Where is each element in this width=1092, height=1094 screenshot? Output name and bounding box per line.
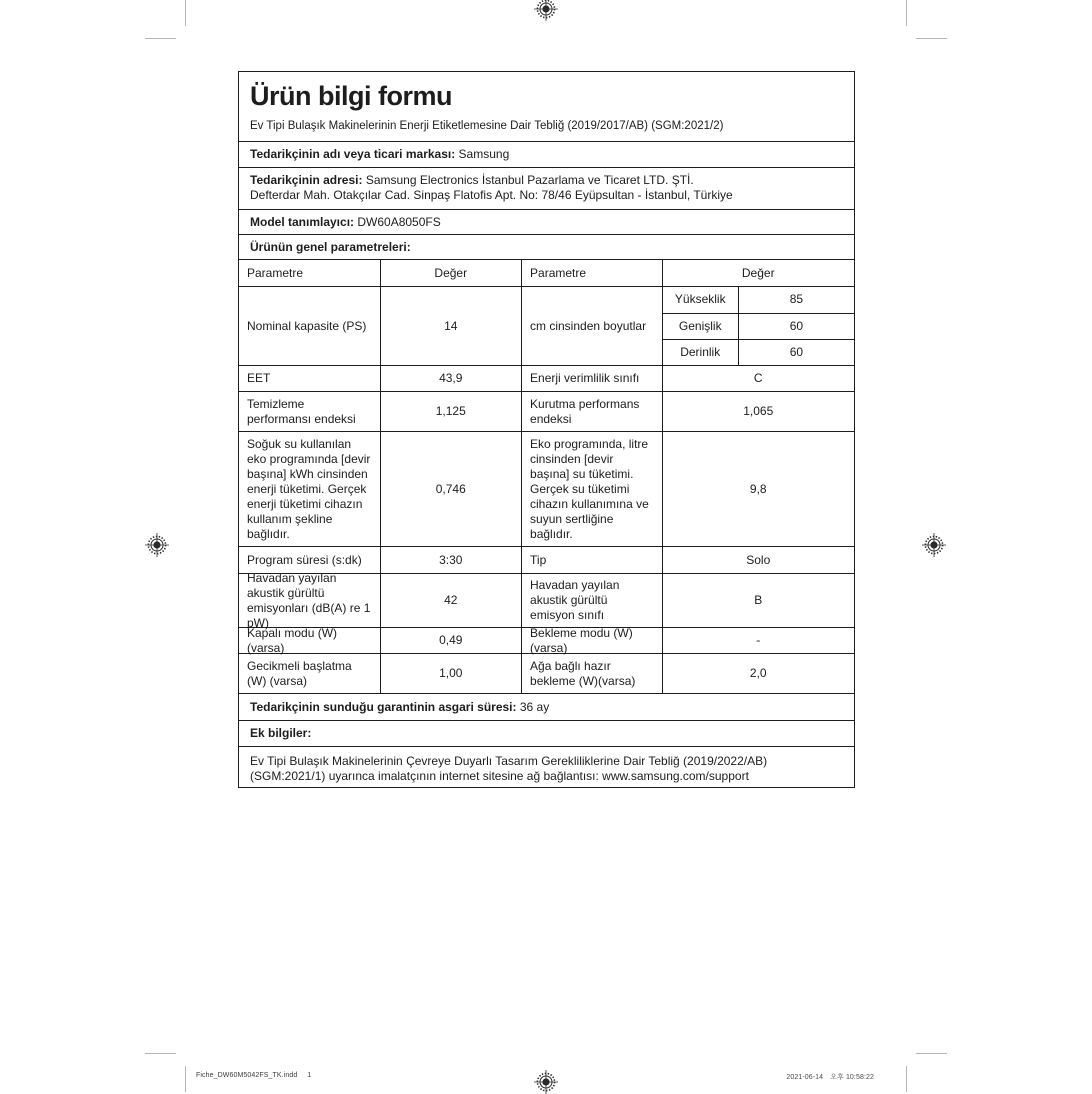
value-cell: 42: [380, 574, 522, 627]
dimension-value: 60: [738, 314, 854, 339]
table-row-off-mode: [239, 627, 854, 653]
slug-page-number: 1: [307, 1072, 312, 1079]
dimension-label: Genişlik: [678, 318, 722, 333]
extra-info-heading: Ek bilgiler:: [250, 726, 312, 740]
column-header-row: [239, 259, 854, 286]
extra-info-text-row: [239, 746, 854, 787]
warranty-row: [239, 693, 854, 720]
column-header-parametre-2: Parametre: [521, 260, 662, 286]
address-value: Samsung Electronics İstanbul Pazarlama ve Ticaret LTD. ŞTİ.: [362, 173, 694, 187]
table-row-noise: [239, 570, 854, 630]
param-cell: Havadan yayılan akustik gürültü emisyonları (dB(A) re 1 pW): [247, 570, 371, 630]
param-cell: cm cinsinden boyutlar: [521, 287, 662, 365]
dimension-label: Derinlik: [680, 344, 721, 359]
dimension-row-width: [663, 313, 854, 339]
param-cell: Program süresi (s:dk): [247, 552, 362, 567]
param-cell: Ağa bağlı hazır bekleme (W)(varsa): [521, 654, 662, 693]
dimension-row-depth: [663, 339, 854, 365]
table-row-cleaning-index: [239, 391, 854, 431]
supplier-value: Samsung: [455, 147, 510, 161]
crop-mark-top-right-vertical: [906, 0, 907, 26]
value-cell: B: [662, 574, 854, 627]
value-cell: 9,8: [662, 432, 854, 546]
column-header-parametre-1: Parametre: [247, 265, 304, 280]
value-cell: 0,49: [380, 628, 522, 653]
param-cell: Tip: [521, 547, 662, 573]
param-cell: Eko programında, litre cinsinden [devir başına] su tüketimi. Gerçek su tüketimi cihazın kullanımına ve suyun sertliğine bağlıdır.: [521, 432, 662, 546]
crop-mark-bottom-right-vertical: [906, 1066, 907, 1092]
param-cell: Gecikmeli başlatma (W) (varsa): [247, 658, 352, 688]
dimensions-cell: [662, 287, 854, 365]
crop-mark-top-right-horizontal: [916, 38, 947, 39]
value-cell: -: [662, 628, 854, 653]
column-header-deger-2: Değer: [662, 260, 854, 286]
column-header-deger-1: Değer: [380, 260, 522, 286]
dimension-value: 60: [738, 340, 854, 365]
registration-mark-right-icon: [922, 533, 946, 557]
param-cell: Enerji verimlilik sınıfı: [521, 366, 662, 391]
registration-mark-top-icon: [534, 0, 558, 21]
value-cell: 1,065: [662, 392, 854, 431]
value-cell: 1,125: [380, 392, 522, 431]
dimension-row-height: [663, 287, 854, 313]
param-cell: Soğuk su kullanılan eko programında [devir başına] kWh cinsinden enerji tüketimi. Gerçek enerji tüketimi cihazın kullanım şekline bağlıdır.: [247, 436, 371, 541]
print-slug-left: [196, 1072, 311, 1079]
table-row-delayed-start: [239, 653, 854, 693]
crop-mark-top-left-vertical: [185, 0, 186, 26]
crop-mark-top-left-horizontal: [145, 38, 176, 39]
value-cell: Solo: [662, 547, 854, 573]
dimension-value: 85: [738, 287, 854, 313]
crop-mark-bottom-left-vertical: [185, 1066, 186, 1092]
value-cell: 43,9: [380, 366, 522, 391]
slug-date: 2021-06-14: [786, 1074, 824, 1081]
value-cell: 1,00: [380, 654, 522, 693]
page-title: Ürün bilgi formu: [250, 81, 452, 111]
value-cell: C: [662, 366, 854, 391]
model-value: DW60A8050FS: [354, 214, 441, 229]
extra-info-text: Ev Tipi Bulaşık Makinelerinin Çevreye Duyarlı Tasarım Gerekliliklerine Dair Tebliğ (2019/2022/AB) (SGM:2021/1) uyarınca imalatçının internet sitesine ağ bağlantısı: www.samsung.com/support: [250, 754, 768, 783]
value-cell: 3:30: [380, 547, 522, 573]
param-cell: Havadan yayılan akustik gürültü emisyon sınıfı: [521, 574, 662, 627]
value-cell: 2,0: [662, 654, 854, 693]
warranty-value: 36 ay: [516, 699, 550, 714]
dimension-label: Yükseklik: [674, 292, 726, 307]
value-cell: 14: [380, 287, 522, 365]
param-cell: Kapalı modu (W) (varsa): [247, 625, 338, 655]
extra-info-heading-row: [239, 720, 854, 746]
general-parameters-heading-row: [239, 234, 854, 259]
value-cell: 0,746: [380, 432, 522, 546]
slug-filename: Fiche_DW60M5042FS_TK.indd: [196, 1072, 298, 1079]
product-fiche-table: [238, 71, 855, 788]
table-row-eet: [239, 365, 854, 391]
address-row: [239, 167, 854, 209]
address-line2: Defterdar Mah. Otakçılar Cad. Sinpaş Flatofis Apt. No: 78/46 Eyüpsultan - İstanbul, Türkiye: [250, 188, 733, 202]
table-row-program-duration: [239, 546, 854, 573]
supplier-label: Tedarikçinin adı veya ticari markası:: [250, 147, 456, 161]
general-parameters-heading: Ürünün genel parametreleri:: [250, 239, 411, 254]
supplier-row: [239, 141, 854, 167]
table-row-nominal-capacity: [239, 286, 854, 365]
model-label: Model tanımlayıcı:: [250, 214, 355, 229]
model-row: [239, 209, 854, 234]
warranty-label: Tedarikçinin sunduğu garantinin asgari süresi:: [250, 699, 517, 714]
param-cell: Temizleme performansı endeksi: [247, 396, 356, 426]
param-cell: Bekleme modu (W) (varsa): [521, 628, 662, 653]
param-cell: Kurutma performans endeksi: [521, 392, 662, 431]
print-slug-right: [786, 1072, 874, 1082]
registration-mark-bottom-icon: [534, 1070, 558, 1094]
slug-time: 오후 10:58:22: [830, 1074, 874, 1081]
table-row-eco-consumption: [239, 431, 854, 546]
param-cell: EET: [247, 371, 271, 385]
param-cell: Nominal kapasite (PS): [247, 318, 367, 333]
crop-mark-bottom-left-horizontal: [145, 1053, 176, 1054]
address-label: Tedarikçinin adresi:: [250, 173, 363, 187]
page-subtitle: Ev Tipi Bulaşık Makinelerinin Enerji Etiketlemesine Dair Tebliğ (2019/2017/AB) (SGM:2021/2): [250, 119, 724, 132]
crop-mark-bottom-right-horizontal: [916, 1053, 947, 1054]
registration-mark-left-icon: [145, 533, 169, 557]
title-block: [239, 72, 854, 141]
